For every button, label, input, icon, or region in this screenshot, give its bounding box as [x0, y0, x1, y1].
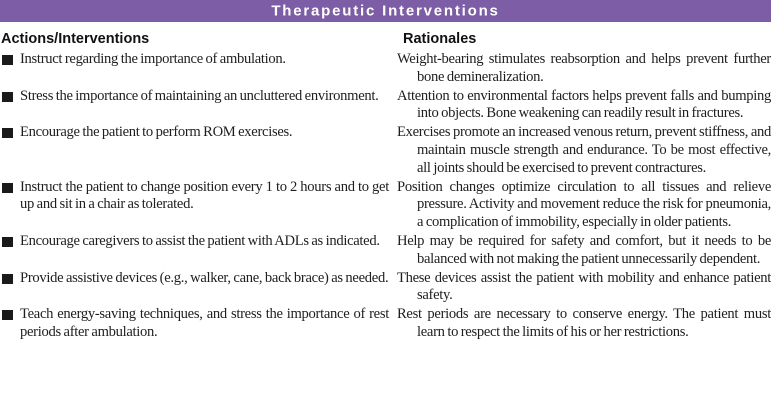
table-row [0, 51, 771, 87]
action-cell [0, 233, 389, 269]
square-bullet-icon [2, 92, 13, 102]
action-cell [0, 88, 389, 124]
action-text: Instruct regarding the importance of ambulation. [20, 51, 286, 67]
rationale-text: Rest periods are necessary to conserve energy. The patient must learn to respect the limits of his or her restrictions. [397, 306, 771, 340]
rationale-text: Exercises promote an increased venous return, prevent stiffness, and maintain muscle strength and endurance. To be most effective, all joints should be exercised to prevent contractures. [397, 124, 771, 176]
table-row [0, 233, 771, 269]
rationale-text: Position changes optimize circulation to all tissues and relieve pressure. Activity and movement reduce the risk for pneumonia, a complication of immobility, especially in older patients. [397, 178, 771, 231]
action-text: Instruct the patient to change position every 1 to 2 hours and to get up and sit in a chair as tolerated. [20, 178, 389, 213]
table-row [0, 88, 771, 124]
action-cell [0, 124, 389, 177]
rationale-text: These devices assist the patient with mobility and enhance patient safety. [397, 269, 771, 304]
column-header-actions: Actions/Interventions [1, 31, 150, 47]
rationale-text: Help may be required for safety and comfort, but it needs to be balanced with not making the patient unnecessarily dependent. [397, 232, 771, 267]
column-header-rationales: Rationales [403, 31, 477, 47]
table-row [0, 179, 771, 232]
table-row [0, 306, 771, 342]
action-text: Encourage the patient to perform ROM exercises. [20, 124, 293, 141]
action-cell [0, 51, 389, 87]
table-row [0, 270, 771, 306]
table-title-bar [0, 0, 771, 22]
table-body [0, 51, 771, 342]
action-text: Teach energy-saving techniques, and stress the importance of rest periods after ambulation. [20, 306, 389, 340]
action-text: Encourage caregivers to assist the patient with ADLs as indicated. [20, 232, 380, 249]
rationale-text: Weight-bearing stimulates reabsorption and helps prevent further bone demineralization. [397, 51, 771, 85]
table-title: Therapeutic Interventions [271, 2, 500, 19]
action-cell [0, 179, 389, 232]
table-row [0, 124, 771, 177]
rationale-text: Attention to environmental factors helps prevent falls and bumping into objects. Bone weakening can readily result in fractures. [397, 87, 771, 122]
square-bullet-icon [2, 183, 13, 193]
square-bullet-icon [2, 310, 13, 320]
square-bullet-icon [2, 237, 13, 247]
square-bullet-icon [2, 128, 13, 138]
square-bullet-icon [2, 55, 13, 65]
square-bullet-icon [2, 274, 13, 284]
column-headers [0, 22, 771, 51]
action-text: Stress the importance of maintaining an uncluttered environment. [20, 87, 379, 104]
action-text: Provide assistive devices (e.g., walker, cane, back brace) as needed. [20, 269, 389, 286]
action-cell [0, 306, 389, 342]
action-cell [0, 270, 389, 306]
